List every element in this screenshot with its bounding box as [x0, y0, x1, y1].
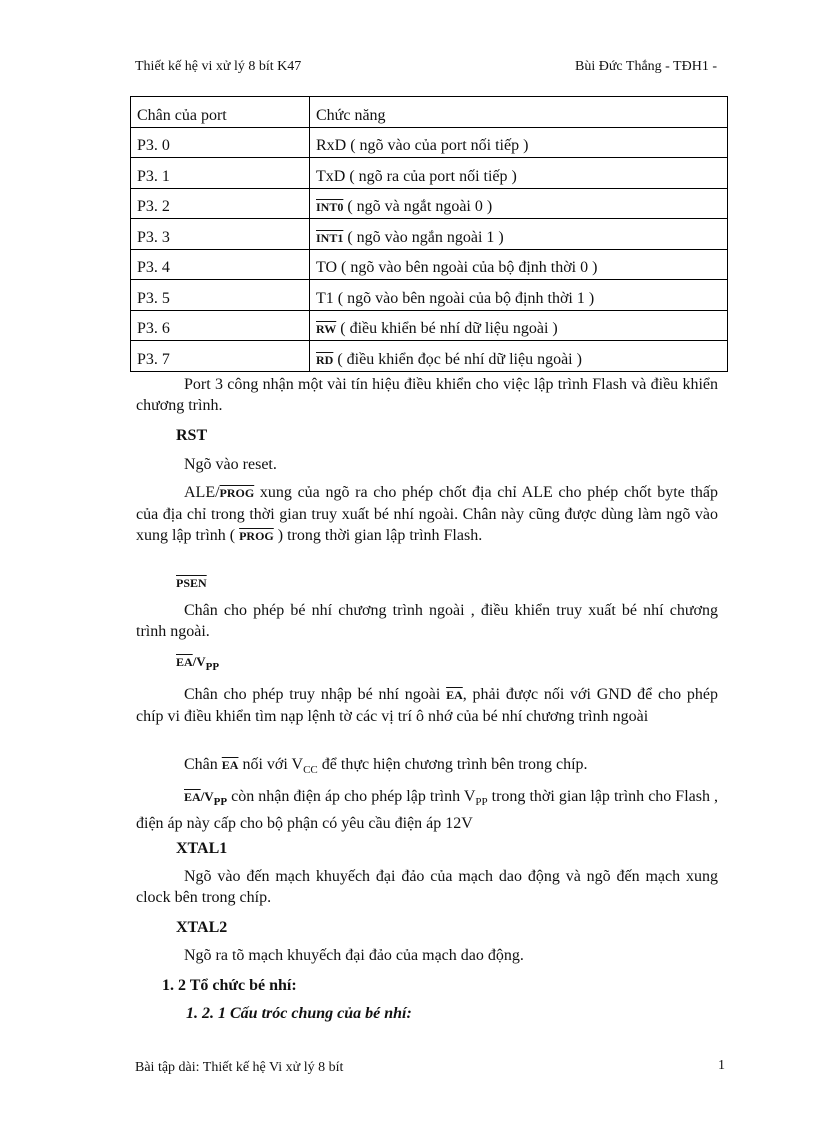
- function-text: RxD ( ngõ vào của port nối tiếp ): [316, 137, 529, 154]
- xtal2-paragraph: Ngõ ra tõ mạch khuyếch đại đảo của mạch dao động.: [184, 947, 524, 964]
- function-cell: [310, 310, 728, 341]
- ea-heading-b: /V: [192, 654, 206, 669]
- section-heading-1-2-1: 1. 2. 1 Cấu tróc chung của bé nhí:: [186, 1005, 412, 1022]
- table-row: [131, 280, 728, 311]
- ale-paragraph: [136, 482, 718, 547]
- table-row: [131, 188, 728, 219]
- function-text: ( điều khiển đọc bé nhí dữ liệu ngoài ): [333, 350, 582, 368]
- ea-p2-text-b: nối với V: [238, 756, 304, 773]
- function-cell: [310, 188, 728, 219]
- pin-cell: P3. 0: [131, 127, 310, 158]
- ale-text-b: xung của ngõ ra cho phép chốt địa chỉ ALE cho phép chốt byte thấp của địa chỉ trong thời gian truy xuất bé nhí ngoài. Chân này cũng được dùng làm ngõ vào xung lập trình (: [136, 484, 718, 544]
- header-left: Thiết kế hệ vi xử lý 8 bít K47: [135, 59, 302, 74]
- ale-text-a: ALE/: [184, 484, 220, 501]
- ea-p2-text-c: để thực hiện chương trình bên trong chíp.: [317, 756, 588, 773]
- header-right: Bùi Đức Thắng - TĐH1 -: [575, 59, 717, 74]
- section-heading-1-2: 1. 2 Tổ chức bé nhí:: [162, 977, 297, 994]
- signal-name: INT1: [316, 230, 344, 245]
- xtal1-heading: XTAL1: [176, 840, 228, 857]
- table-row: [131, 341, 728, 372]
- ea-p2-text-a: Chân: [184, 756, 222, 773]
- xtal1-paragraph: Ngõ vào đến mạch khuyếch đại đảo của mạch dao động và ngõ đến mạch xung clock bên trong chíp.: [136, 868, 718, 906]
- col-header-function: Chức năng: [310, 97, 728, 128]
- function-cell: [310, 219, 728, 250]
- psen-heading: [176, 572, 758, 594]
- function-cell: [310, 127, 728, 158]
- function-text: ( điều khiển bé nhí dữ liệu ngoài ): [336, 320, 558, 337]
- function-text: TxD ( ngõ ra của port nối tiếp ): [316, 167, 517, 185]
- pin-cell: P3. 3: [131, 219, 310, 250]
- table-row: [131, 219, 728, 250]
- prog-signal: PROG: [219, 486, 255, 500]
- function-text: ( ngõ và ngắt ngoài 0 ): [343, 198, 493, 215]
- psen-signal: PSEN: [176, 576, 207, 590]
- function-cell: [310, 158, 728, 189]
- rst-heading: RST: [176, 427, 208, 444]
- function-text: T1 ( ngõ vào bên ngoài của bộ định thời 1 ): [316, 289, 595, 307]
- footer-text: Bài tập dài: Thiết kế hệ Vi xử lý 8 bít: [135, 1060, 344, 1075]
- pin-cell: P3. 1: [131, 158, 310, 189]
- ea-paragraph-1: [136, 684, 718, 727]
- col-header-pin: Chân của port: [131, 97, 310, 128]
- ea-paragraph-2: [136, 754, 718, 781]
- table-header-row: [131, 97, 728, 128]
- port3-paragraph: Port 3 công nhận một vài tín hiệu điều khiển cho việc lập trình Flash và điều khiển chương trình.: [136, 376, 718, 414]
- vcc-sub: CC: [303, 764, 318, 777]
- table-row: [131, 158, 728, 189]
- table-row: [131, 249, 728, 280]
- port3-table: [130, 96, 728, 372]
- signal-name: INT0: [316, 200, 344, 214]
- prog-signal-2: PROG: [239, 529, 274, 543]
- pin-cell: P3. 5: [131, 280, 310, 311]
- ea-signal-p3: $\overline{EA}$: [184, 790, 201, 804]
- signal-name: $\overline{RD}$: [316, 352, 334, 367]
- ea-p1-text-a: Chân cho phép truy nhập bé nhí ngoài: [184, 686, 447, 703]
- pin-cell: P3. 6: [131, 310, 310, 341]
- function-text: ( ngõ vào ngắn ngoài 1 ): [343, 228, 504, 246]
- page-number: 1: [718, 1058, 725, 1073]
- pin-cell: P3. 2: [131, 188, 310, 219]
- ea-p1-text-b: , phải được nối với GND để cho phép chíp vi điều khiển tìm nạp lệnh tờ các vị trí ô nhớ của bé nhí chương trình ngoài: [136, 686, 718, 725]
- ea-heading: [176, 651, 758, 678]
- ea-signal-p1: $\overline{EA}$: [446, 688, 463, 702]
- ea-p3-text-a: /V: [200, 789, 214, 804]
- ea-paragraph-3: [136, 786, 718, 834]
- ea-signal: $\overline{EA}$: [176, 655, 193, 669]
- ea-p3-text-b: còn nhận điện áp cho phép lập trình V: [227, 788, 476, 805]
- function-cell: [310, 249, 728, 280]
- function-cell: [310, 341, 728, 372]
- xtal2-heading: XTAL2: [176, 919, 228, 936]
- table-row: [131, 127, 728, 158]
- pin-cell: P3. 4: [131, 249, 310, 280]
- table-row: [131, 310, 728, 341]
- ale-text-c: ) trong thời gian lập trình Flash.: [273, 527, 483, 544]
- ea-p3-text-c: trong thời gian lập trình cho Flash , điện áp này cấp cho bộ phận có yêu cầu điện áp 12V: [136, 788, 718, 833]
- psen-paragraph: Chân cho phép bé nhí chương trình ngoài , điều khiển truy xuất bé nhí chương trình ngoài.: [136, 602, 718, 640]
- vpp-sub-2: PP: [475, 796, 488, 809]
- ea-heading-sub: PP: [205, 661, 220, 674]
- rst-paragraph: Ngõ vào reset.: [184, 456, 277, 473]
- pin-cell: P3. 7: [131, 341, 310, 372]
- signal-name: $\overline{RW}$: [316, 322, 337, 336]
- ea-signal-p2: $\overline{EA}$: [221, 758, 239, 772]
- function-text: TO ( ngõ vào bên ngoài của bộ định thời 0 ): [316, 259, 598, 276]
- function-cell: [310, 280, 728, 311]
- vpp-sub-1: PP: [213, 796, 228, 809]
